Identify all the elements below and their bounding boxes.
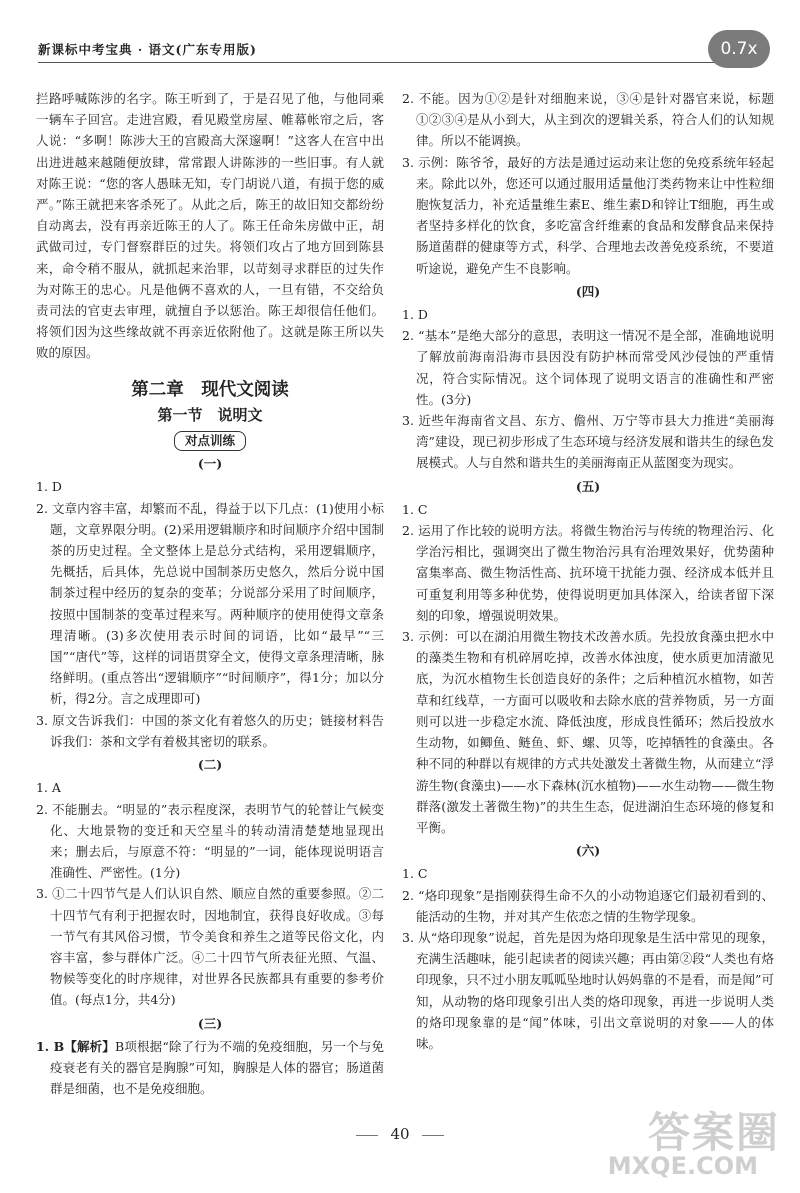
- analysis-tag: 1. B【解析】: [36, 1038, 115, 1054]
- answer-3-1-text: B项根据“除了行为不端的免疫细胞，另一个与免疫衰老有关的器官是胸腺”可知，胸腺是人体的器官；肠道菌群是细菌，也不是免疫细胞。: [50, 1038, 385, 1097]
- answer-3-1: [36, 1036, 384, 1100]
- section-title: 第一节 说明文: [157, 405, 263, 424]
- answer-4-1: 1. D: [402, 307, 428, 323]
- answer-1-3: 3. 原文告诉我们：中国的茶文化有着悠久的历史；链接材料告诉我们：茶和文学有着极其密切的联系。: [36, 712, 384, 749]
- answer-4-2: 2. “基本”是绝大部分的意思，表明这一情况不是全部，准确地说明了解放前海南沿海市县因没有防护林而常受风沙侵蚀的严重情况，符合实际情况。这个词体现了说明文语言的准确性和严密性。(3分): [402, 328, 774, 407]
- subsection-2-heading: (二): [197, 757, 223, 773]
- subsection-4-heading: (四): [575, 283, 601, 299]
- answer-5-1: 1. C: [402, 501, 428, 517]
- book-header-title: 新课标中考宝典 · 语文(广东专用版): [38, 42, 257, 57]
- subsection-6-heading: (六): [575, 843, 601, 859]
- page-number-dash-left: [356, 1135, 378, 1136]
- watermark-logo: 答案圈: [647, 1108, 780, 1157]
- answer-6-3: 3. 从“烙印现象”说起，首先是因为烙印现象是生活中常见的现象，充满生活趣味，能引起读者的阅读兴趣；再由第②段“人类也有烙印现象，只不过小朋友呱呱坠地时认妈妈靠的不是看，而是闻”可知，从动物的烙印现象引出人类的烙印现象，再进一步说明人类的烙印现象靠的是“闻”体味，引出文章说明的对象——人的体味。: [402, 929, 774, 1051]
- answer-2-1: 1. A: [36, 780, 61, 796]
- left-column: [36, 88, 384, 1099]
- right-column: [402, 88, 774, 1054]
- subsection-3-heading: (三): [197, 1015, 223, 1031]
- answer-1-2: 2. 文章内容丰富，却繁而不乱，得益于以下几点：(1)使用小标题，文章界限分明。(2)采用逻辑顺序和时间顺序介绍中国制茶的历史过程。全文整体上是总分式结构，采用逻辑顺序，先概括，后具体，先总说中国制茶历史悠久，然后分说中国制茶过程中经历的复杂的变革；分说部分采用了时间顺序，按照中国制茶的变革过程来写。两种顺序的使用使得文章条理清晰。(3)多次使用表示时间的词语，比如“最早”“三国”“唐代”等，这样的词语贯穿全文，使得文章条理清晰，脉络鲜明。(重点答出“逻辑顺序”“时间顺序”，得1分；加以分析，得2分。言之成理即可): [36, 500, 384, 707]
- chapter-title: 第二章 现代文阅读: [131, 379, 289, 400]
- page-number-text: 40: [390, 1125, 410, 1143]
- subsection-1-heading: (一): [197, 456, 223, 472]
- answer-6-1: 1. C: [402, 866, 428, 882]
- answer-3-3: 3. 示例：陈爷爷，最好的方法是通过运动来让您的免疫系统年轻起来。除此以外，您还可以通过服用适量他汀类药物来让中性粒细胞恢复活力，补充适量维生素E、维生素D和锌让T细胞，再生或者坚持多样化的饮食，多吃富含纤维素的食品和发酵食品来保持肠道菌群的健康等方式，科学、合理地去改善免疫系统，不要道听途说，避免产生不良影响。: [402, 154, 774, 276]
- translation-paragraph: 拦路呼喊陈涉的名字。陈王听到了，于是召见了他，与他同乘一辆车子回宫。走进宫殿，看见殿堂房屋、帷幕帐帘之后，客人说：“多啊！陈涉大王的宫殿高大深邃啊！”这客人在宫中出出进进越来越随便放肆，常常跟人讲陈涉的一些旧事。有人就对陈王说：“您的客人愚昧无知，专门胡说八道，有损于您的威严。”陈王就把来客杀死了。从此之后，陈王的故旧知交都纷纷自动离去，没有再亲近陈王的人了。陈王任命朱房做中正，胡武做司过，专门督察群臣的过失。将领们攻占了地方回到陈县来，命令稍不服从，就抓起来治罪，以苛刻寻求群臣的过失作为对陈王的忠心。凡是他俩不喜欢的人，一旦有错，不交给负责司法的官吏去审理，就擅自予以惩治。陈王却很信任他们。将领们因为这些缘故就不再亲近依附他了。这就是陈王所以失败的原因。: [36, 91, 384, 361]
- answer-2-3: 3. ①二十四节气是人们认识自然、顺应自然的重要参照。②二十四节气有利于把握农时，因地制宜，获得良好收成。③每一节气有其风俗习惯，节令美食和养生之道等民俗文化，内容丰富，参与群体广泛。④二十四节气所表征光照、气温、物候等变化的时序规律，对世界各民族都具有重要的参考价值。(每点1分，共4分): [36, 886, 384, 1008]
- subsection-5-heading: (五): [575, 478, 601, 494]
- practice-badge: 对点训练: [174, 431, 246, 451]
- zoom-level-button[interactable]: 0.7x: [708, 30, 770, 68]
- answer-3-2: 2. 不能。因为①②是针对细胞来说，③④是针对器官来说，标题①②③④是从小到大，从主到次的逻辑关系，符合人们的认知规律。所以不能调换。: [402, 91, 774, 149]
- watermark-url: MXQE.COM: [607, 1152, 758, 1180]
- answer-5-2: 2. 运用了作比较的说明方法。将微生物治污与传统的物理治污、化学治污相比，强调突出了微生物治污具有治理效果好，优势菌种富集率高、微生物活性高、抗环境干扰能力强、经济成本低并且可重复利用等多种优势，使得说明更加具体深入，给读者留下深刻的印象，增强说明效果。: [402, 523, 774, 623]
- answer-1-1: 1. D: [36, 479, 62, 495]
- answer-5-3: 3. 示例：可以在湖泊用微生物技术改善水质。先投放食藻虫把水中的藻类生物和有机碎屑吃掉，改善水体浊度，使水质更加清澈见底，为沉水植物生长创造良好的条件；之后种植沉水植物，如苦草和红线草，一方面可以吸收和去除水底的营养物质，另一方面则可以进一步稳定水流、降低浊度，形成良性循环；然后投放水生动物，如鲫鱼、鲢鱼、虾、螺、贝等，吃掉牺牲的食藻虫。各种不同的种群以有规律的方式共处激发土著微生物，从而建立“浮游生物(食藻虫)——水下森林(沉水植物)——水生动物——微生物群落(激发土著微生物)”的共生生态，促进湖泊生态环境的修复和平衡。: [402, 629, 774, 835]
- page-number-dash-right: [422, 1135, 444, 1136]
- answer-4-3: 3. 近些年海南省文昌、东方、儋州、万宁等市县大力推进“美丽海湾”建设，现已初步形成了生态环境与经济发展和谐共生的绿色发展模式。人与自然和谐共生的美丽海南正从蓝图变为现实。: [402, 413, 774, 471]
- header-divider: [38, 62, 762, 63]
- answer-2-2: 2. 不能删去。“明显的”表示程度深，表明节气的轮替让气候变化、大地景物的变迁和天空星斗的转动清清楚楚地显现出来；删去后，与原意不符：“明显的”一词，能体现说明语言准确性、严密性。(1分): [36, 801, 384, 881]
- answer-6-2: 2. “烙印现象”是指刚获得生命不久的小动物追逐它们最初看到的、能活动的生物，并对其产生依恋之情的生物学现象。: [402, 887, 774, 924]
